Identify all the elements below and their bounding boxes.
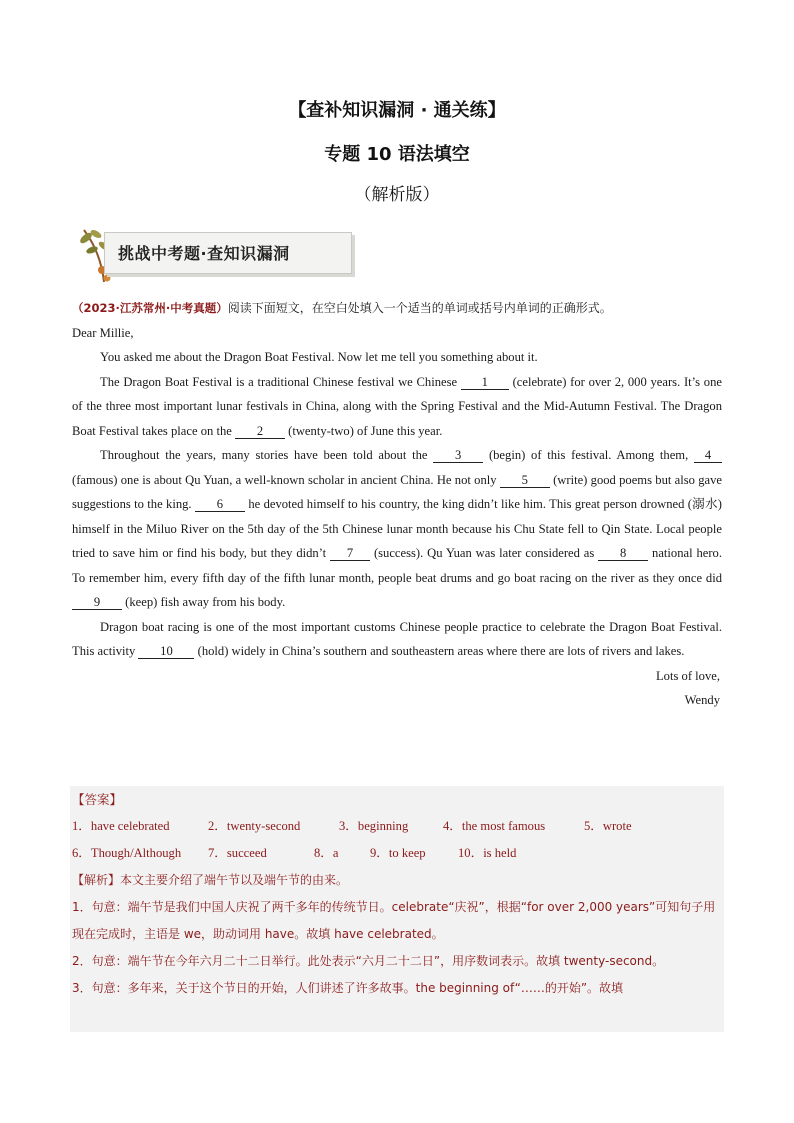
explanation-2: 2．句意：端午节在今年六月二十二日举行。此处表示“六月二十二日”，用序数词表示。故填 twenty-second。 bbox=[72, 954, 665, 968]
answer-item: 5．wrote bbox=[584, 819, 632, 833]
p2-text-b: (celebrate) for over 2, 000 years. It’s one of the three most important lunar festivals in China, along with the Spring Festival and the Mid-Autumn Festival. The Dragon Boat Festival takes place on the bbox=[72, 374, 722, 438]
p3-text-a: Throughout the years, many stories have been told about the bbox=[100, 448, 428, 462]
header-line-1: 【查补知识漏洞 · 通关练】 bbox=[288, 100, 506, 121]
p4-text-a: Dragon boat racing is one of the most important customs Chinese people practice to celebrate the Dragon Boat Festival. This activity bbox=[72, 619, 722, 658]
answer-item: 8．a bbox=[314, 846, 339, 860]
banner-label: 挑战中考题·查知识漏洞 bbox=[118, 244, 290, 263]
question-instruction bbox=[72, 296, 722, 321]
analysis-heading: 【解析】 bbox=[72, 873, 121, 887]
answer-row-2 bbox=[72, 840, 724, 867]
letter-closing: Lots of love, bbox=[655, 668, 720, 683]
topic-title: 专题 10 语法填空 bbox=[324, 144, 470, 165]
answer-item: 4．the most famous bbox=[443, 819, 546, 833]
answer-heading: 【答案】 bbox=[72, 792, 123, 807]
p3-text-d: (write) good poems but also gave suggestions to the king. bbox=[72, 472, 722, 511]
answer-item: 7．succeed bbox=[208, 846, 267, 860]
paragraph-1: You asked me about the Dragon Boat Festival. Now let me tell you something about it. bbox=[100, 350, 538, 364]
analysis-intro bbox=[72, 867, 724, 894]
answer-item: 10．is held bbox=[458, 846, 517, 860]
passage bbox=[72, 296, 722, 713]
p3-text-c: (famous) one is about Qu Yuan, a well-known scholar in ancient China. He not only bbox=[72, 472, 497, 487]
blank-5[interactable]: 5 bbox=[500, 473, 550, 488]
edition-label: （解析版） bbox=[354, 185, 440, 205]
p3-text-g: national hero. To remember him, every fifth day of the fifth lunar month, people beat drums and go boat racing on the river as they once did bbox=[72, 546, 722, 585]
blank-7[interactable]: 7 bbox=[330, 546, 370, 561]
section-banner bbox=[74, 224, 364, 286]
instruction-text: 阅读下面短文，在空白处填入一个适当的单词或括号内单词的正确形式。 bbox=[227, 301, 612, 315]
p2-text-c: (twenty-two) of June this year. bbox=[288, 423, 443, 438]
blank-3[interactable]: 3 bbox=[433, 448, 483, 463]
blank-2[interactable]: 2 bbox=[235, 424, 285, 439]
answer-item: 6．Though/Although bbox=[72, 846, 182, 860]
p3-text-b: (begin) of this festival. Among them, bbox=[488, 448, 689, 462]
p4-text-b: (hold) widely in China’s southern and southeastern areas where there are lots of rivers and lakes. bbox=[197, 644, 685, 658]
letter-greeting: Dear Millie, bbox=[72, 325, 134, 340]
answer-item: 3．beginning bbox=[339, 819, 409, 833]
answer-item: 1．have celebrated bbox=[72, 819, 170, 833]
answer-item: 9．to keep bbox=[370, 846, 426, 860]
blank-4[interactable]: 4 bbox=[694, 448, 722, 463]
question-source: （2023·江苏常州·中考真题） bbox=[72, 301, 228, 315]
answer-row-1 bbox=[72, 813, 724, 840]
paragraph-3 bbox=[72, 443, 722, 615]
blank-8[interactable]: 8 bbox=[598, 546, 648, 561]
explanation-1: 1．句意：端午节是我们中国人庆祝了两千多年的传统节日。celebrate“庆祝”，根据“for over 2,000 years”可知句子用现在完成时，主语是 we，助动词用 have。故填 have celebrated。 bbox=[72, 900, 716, 941]
blank-1[interactable]: 1 bbox=[461, 375, 509, 390]
answer-item: 2．twenty-second bbox=[208, 819, 301, 833]
answer-section bbox=[72, 786, 724, 1002]
paragraph-2 bbox=[72, 370, 722, 444]
p3-text-f: (success). Qu Yuan was later considered as bbox=[373, 546, 595, 560]
paragraph-4 bbox=[72, 615, 722, 664]
p2-text-a: The Dragon Boat Festival is a traditional Chinese festival we Chinese bbox=[100, 374, 458, 389]
blank-9[interactable]: 9 bbox=[72, 595, 122, 610]
letter-signature: Wendy bbox=[684, 693, 720, 707]
p3-text-h: (keep) fish away from his body. bbox=[125, 595, 286, 609]
p3-text-e: he devoted himself to his country, the king didn’t like him. This great person drowned (溺水) himself in the Miluo River on the 5th day of the 5th Chinese lunar month because his Chu State fell to Qin State. Local people tried to save him or find his body, but they didn’t bbox=[72, 497, 722, 560]
analysis-summary: 本文主要介绍了端午节以及端午节的由来。 bbox=[120, 873, 349, 887]
blank-10[interactable]: 10 bbox=[138, 644, 194, 659]
blank-6[interactable]: 6 bbox=[195, 497, 245, 512]
explanation-3: 3．句意：多年来，关于这个节日的开始，人们讲述了许多故事。the beginning of“……的开始”。故填 bbox=[72, 981, 624, 995]
